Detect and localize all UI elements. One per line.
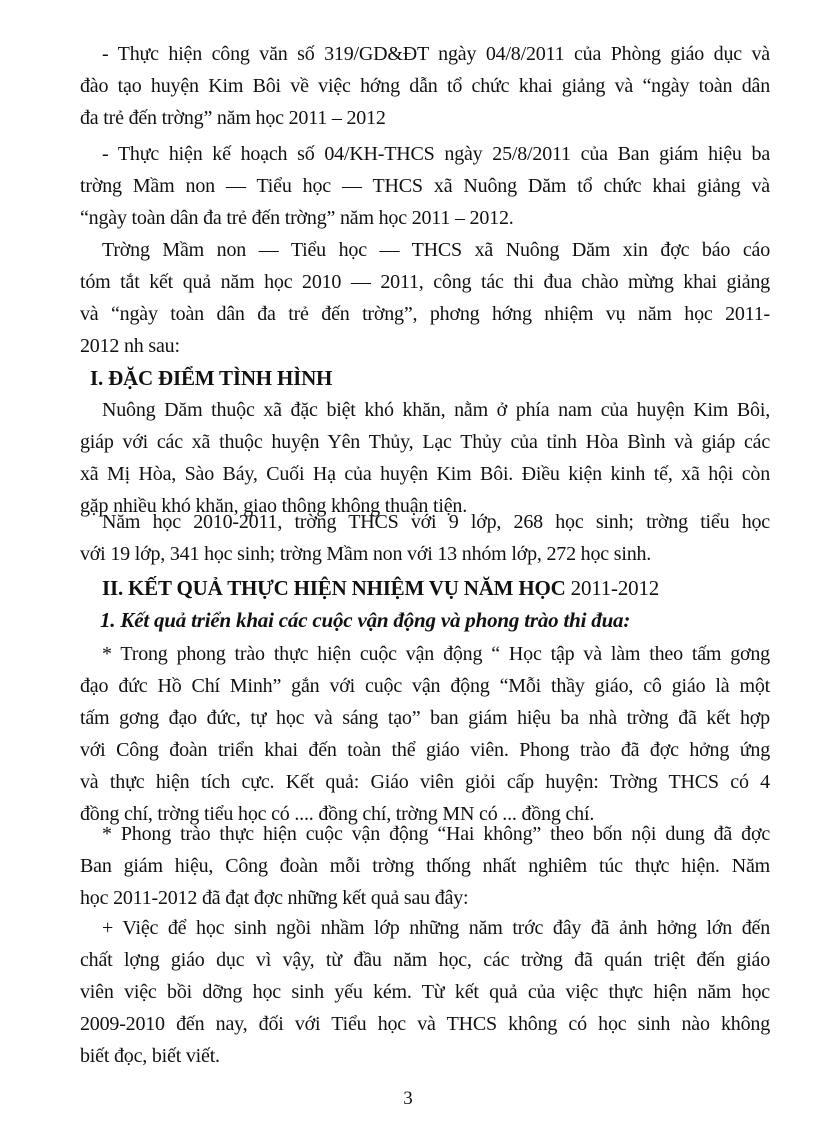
text-line: Nuông Dăm thuộc xã đặc biệt khó khăn, nằm ở phía nam của huyện Kim Bôi, xyxy=(102,399,770,421)
subsection-heading-1 xyxy=(80,604,770,636)
paragraph-cuoc-van-dong xyxy=(80,638,770,830)
text-line: Ban giám hiệu, Công đoàn mỗi trờng thống nhất nghiêm túc thực hiện. Năm xyxy=(80,855,770,877)
text-line: đa trẻ đến trờng” năm học 2011 ‒ 2012 xyxy=(80,107,386,129)
text-line: 2009-2010 đến nay, đối với Tiểu học và THCS không có học sinh nào không xyxy=(80,1013,770,1035)
text-line: + Việc để học sinh ngồi nhầm lớp những năm trớc đây đã ảnh hởng lớn đến xyxy=(102,917,770,939)
text-line: và thực hiện tích cực. Kết quả: Giáo viên giỏi cấp huyện: Trờng THCS có 4 xyxy=(80,771,770,793)
heading-main: II. KẾT QUẢ THỰC HIỆN NHIỆM VỤ NĂM HỌC xyxy=(102,576,571,600)
text-line: * Phong trào thực hiện cuộc vận động “Hai không” theo bốn nội dung đã đợc xyxy=(102,823,770,845)
text-line: - Thực hiện kế hoạch số 04/KH-THCS ngày 25/8/2011 của Ban giám hiệu ba xyxy=(102,143,770,165)
text-line: đồng chí, trờng tiểu học có .... đồng chí, trờng MN có ... đồng chí. xyxy=(80,803,595,825)
paragraph-cong-van xyxy=(80,38,770,134)
text-line: Năm học 2010-2011, trờng THCS với 9 lớp, 268 học sinh; trờng tiểu học xyxy=(102,511,770,533)
section-heading-1 xyxy=(80,362,770,394)
text-line: 2012 nh sau: xyxy=(80,335,180,357)
page-number: 3 xyxy=(403,1088,413,1109)
text-line: giáp với các xã thuộc huyện Yên Thủy, Lạc Thủy của tỉnh Hòa Bình và giáp các xyxy=(80,431,770,453)
paragraph-so-lop xyxy=(80,506,770,570)
text-line: tóm tắt kết quả năm học 2010 — 2011, công tác thi đua chào mừng khai giảng xyxy=(80,271,770,293)
text-line: chất lợng giáo dục vì vậy, từ đầu năm học, các trờng đã quán triệt đến giáo xyxy=(80,949,770,971)
text-line: với Công đoàn triển khai đến toàn thể giáo viên. Phong trào đã đợc hởng ứng xyxy=(80,739,770,761)
text-line: đạo đức Hồ Chí Minh” gắn với cuộc vận động “Mỗi thầy giáo, cô giáo là một xyxy=(80,675,770,697)
paragraph-ngoi-nham-lop xyxy=(80,912,770,1072)
text-line: gặp nhiều khó khăn, giao thông không thuận tiện. xyxy=(80,495,468,517)
text-line: đào tạo huyện Kim Bôi về việc hớng dẫn tổ chức khai giảng và “ngày toàn dân xyxy=(80,75,770,97)
text-line: Trờng Mầm non — Tiểu học — THCS xã Nuông Dăm xin đợc báo cáo xyxy=(102,239,770,261)
heading-text xyxy=(80,572,770,604)
text-line: tấm gơng đạo đức, tự học và sáng tạo” ban giám hiệu ba nhà trờng đã kết hợp xyxy=(80,707,770,729)
text-line: “ngày toàn dân đa trẻ đến trờng” năm học 2011 ‒ 2012. xyxy=(80,207,514,229)
heading-text: I. ĐẶC ĐIỂM TÌNH HÌNH xyxy=(90,366,333,390)
subheading-text: 1. Kết quả triển khai các cuộc vận động và phong trào thi đua: xyxy=(100,608,631,632)
text-line: * Trong phong trào thực hiện cuộc vận động “ Học tập và làm theo tấm gơng xyxy=(102,643,770,665)
text-line: học 2011-2012 đã đạt đợc những kết quả sau đây: xyxy=(80,887,469,909)
paragraph-hai-khong xyxy=(80,818,770,914)
paragraph-bao-cao xyxy=(80,234,770,362)
paragraph-ke-hoach xyxy=(80,138,770,234)
heading-year: 2011-2012 xyxy=(570,576,660,600)
text-line: xã Mị Hòa, Sào Báy, Cuối Hạ của huyện Kim Bôi. Điều kiện kinh tế, xã hội còn xyxy=(80,463,770,485)
section-heading-2 xyxy=(80,572,770,604)
text-line: với 19 lớp, 341 học sinh; trờng Mầm non với 13 nhóm lớp, 272 học sinh. xyxy=(80,543,652,565)
text-line: và “ngày toàn dân đa trẻ đến trờng”, phơng hớng nhiệm vụ năm học 2011- xyxy=(80,303,770,325)
text-line: viên việc bồi dỡng học sinh yếu kém. Từ kết quả của việc thực hiện năm học xyxy=(80,981,770,1003)
text-line: biết đọc, biết viết. xyxy=(80,1045,220,1067)
text-line: - Thực hiện công văn số 319/GD&ĐT ngày 04/8/2011 của Phòng giáo dục và xyxy=(102,43,770,65)
text-line: trờng Mầm non — Tiểu học — THCS xã Nuông Dăm tổ chức khai giảng và xyxy=(80,175,770,197)
paragraph-dac-diem xyxy=(80,394,770,522)
